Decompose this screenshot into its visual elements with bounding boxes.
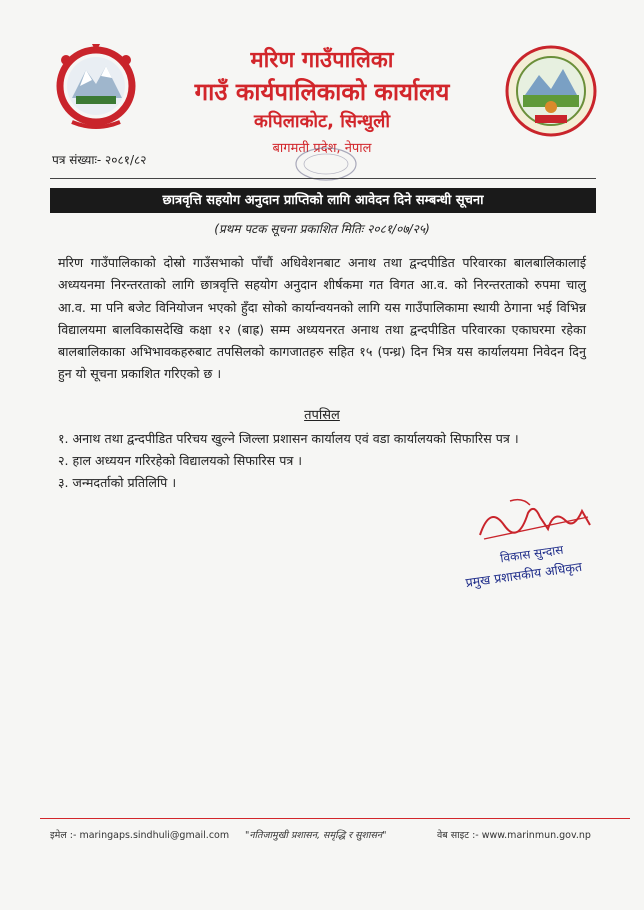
list-item: १. अनाथ तथा द्वन्दपीडित परिचय खुल्ने जिल्ला प्रशासन कार्यालय एवं वडा कार्यालयको सिफारिस पत्र । bbox=[58, 431, 519, 446]
letter-number: पत्र संख्याः- २०८१/८२ bbox=[52, 153, 147, 167]
footer-slogan: "नतिजामुखी प्रशासन, समृद्धि र सुशासन" bbox=[245, 830, 387, 841]
header-divider bbox=[50, 178, 596, 179]
signatory-title: प्रमुख प्रशासकीय अधिकृत bbox=[464, 558, 583, 591]
notice-title: छात्रवृत्ति सहयोग अनुदान प्राप्तिको लागि आवेदन दिने सम्बन्धी सूचना bbox=[50, 188, 596, 213]
notice-body: मरिण गाउँपालिकाको दोस्रो गाउँसभाको पाँचौं अधिवेशनबाट अनाथ तथा द्वन्दपीडित परिवारका बालबालिकालाई अध्ययनमा निरन्तरताको लागि छात्रवृत्ति सहयोग अनुदान शीर्षकमा गत विगत आ.व. को निरन्तरताको रुपमा चालु आ.व. मा पनि बजेट विनियोजन भएको हुँदा सोको कार्यान्वयनको लागि यस गाउँपालिकामा स्थायी ठेगाना भई विभिन्न विद्यालयमा बालविकासदेखि कक्षा १२ (बाह्र) सम्म अध्ययनरत अनाथ तथा द्वन्दपीडित परिवारका एकाघरमा रहेका बालबालिकाका अभिभावकहरुबाट तपसिलको कागजातहरु सहित १५ (पन्ध्र) दिन भित्र यस कार्यालयमा निवेदन दिनु हुन यो सूचना प्रकाशित गरिएको छ । bbox=[58, 255, 586, 382]
footer-email: इमेल :- maringaps.sindhuli@gmail.com bbox=[50, 830, 230, 841]
office-location: कपिलाकोट, सिन्धुली bbox=[254, 111, 390, 132]
handwritten-signature bbox=[470, 495, 600, 545]
list-item: ३. जन्मदर्ताको प्रतिलिपि । bbox=[58, 475, 177, 490]
province-line: बागमती प्रदेश, नेपाल bbox=[272, 141, 372, 156]
tapsil-heading: तपसिल bbox=[304, 408, 340, 423]
list-item: २. हाल अध्ययन गरिरहेको विद्यालयको सिफारिस पत्र । bbox=[58, 453, 303, 468]
required-documents-list bbox=[58, 428, 598, 494]
office-name: गाउँ कार्यपालिकाको कार्यालय bbox=[194, 78, 450, 106]
publish-date-line: (प्रथम पटक सूचना प्रकाशित मितिः २०८१/०७/२५) bbox=[214, 222, 430, 236]
municipality-name: मरिण गाउँपालिका bbox=[250, 48, 394, 73]
office-stamp bbox=[283, 142, 369, 182]
signatory-name: विकास सुन्दास bbox=[499, 542, 565, 566]
footer-divider bbox=[40, 818, 630, 819]
footer-website: वेब साइट :- www.marinmun.gov.np bbox=[437, 830, 591, 841]
